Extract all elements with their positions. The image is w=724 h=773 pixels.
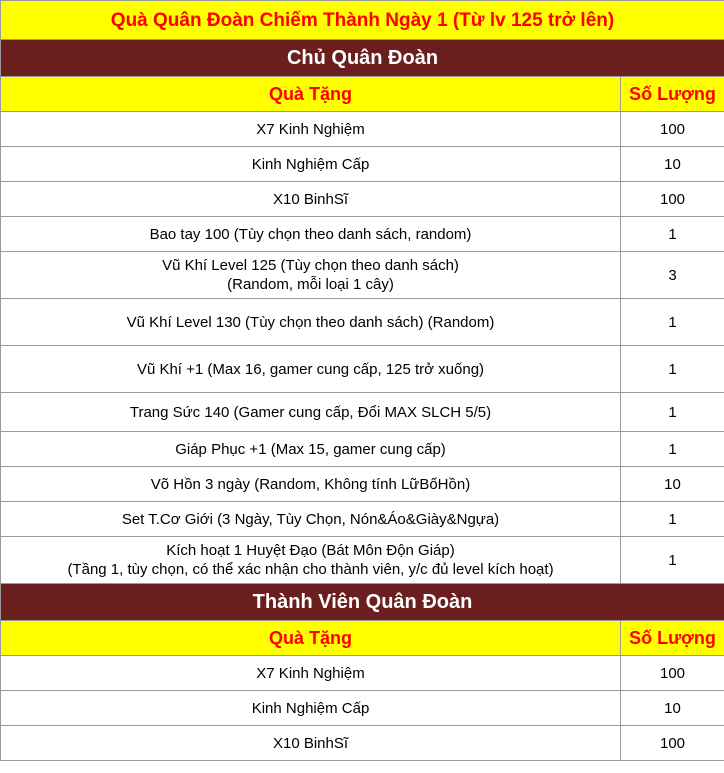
gift-cell: X10 BinhSĩ bbox=[1, 726, 621, 761]
table-row bbox=[1, 112, 724, 147]
qty-cell: 1 bbox=[621, 432, 724, 467]
title-row bbox=[1, 1, 724, 40]
section-title: Thành Viên Quân Đoàn bbox=[1, 584, 724, 621]
gift-line: Vũ Khí Level 125 (Tùy chọn theo danh sách) bbox=[162, 257, 459, 274]
table-row bbox=[1, 726, 724, 761]
qty-cell: 1 bbox=[621, 537, 724, 584]
gift-line: (Tầng 1, tùy chọn, có thể xác nhận cho thành viên, y/c đủ level kích hoạt) bbox=[67, 561, 554, 578]
section-row bbox=[1, 584, 724, 621]
gift-cell: X10 BinhSĩ bbox=[1, 182, 621, 217]
qty-cell: 1 bbox=[621, 393, 724, 432]
gift-cell bbox=[1, 252, 621, 299]
qty-cell: 1 bbox=[621, 502, 724, 537]
gift-cell: Võ Hồn 3 ngày (Random, Không tính LữBốHồn) bbox=[1, 467, 621, 502]
gift-cell: Trang Sức 140 (Gamer cung cấp, Đổi MAX SLCH 5/5) bbox=[1, 393, 621, 432]
table-header-row bbox=[1, 621, 724, 656]
gift-cell: Kinh Nghiệm Cấp bbox=[1, 691, 621, 726]
table-header-row bbox=[1, 77, 724, 112]
qty-cell: 100 bbox=[621, 112, 724, 147]
gift-cell bbox=[1, 537, 621, 584]
page-title: Quà Quân Đoàn Chiếm Thành Ngày 1 (Từ lv 125 trở lên) bbox=[1, 1, 724, 40]
qty-cell: 3 bbox=[621, 252, 724, 299]
column-header-gift: Quà Tặng bbox=[1, 621, 621, 656]
table-row bbox=[1, 299, 724, 346]
table-row bbox=[1, 147, 724, 182]
column-header-qty: Số Lượng bbox=[621, 77, 724, 112]
table-row bbox=[1, 432, 724, 467]
table-row bbox=[1, 502, 724, 537]
gift-cell: Vũ Khí Level 130 (Tùy chọn theo danh sách) (Random) bbox=[1, 299, 621, 346]
qty-cell: 10 bbox=[621, 691, 724, 726]
table-row bbox=[1, 691, 724, 726]
gift-cell: X7 Kinh Nghiệm bbox=[1, 112, 621, 147]
section-row bbox=[1, 40, 724, 77]
gift-cell: Vũ Khí +1 (Max 16, gamer cung cấp, 125 trở xuống) bbox=[1, 346, 621, 393]
qty-cell: 1 bbox=[621, 346, 724, 393]
table-row bbox=[1, 537, 724, 584]
column-header-gift: Quà Tặng bbox=[1, 77, 621, 112]
table-row bbox=[1, 393, 724, 432]
gift-cell: Giáp Phục +1 (Max 15, gamer cung cấp) bbox=[1, 432, 621, 467]
table-row bbox=[1, 656, 724, 691]
table-row bbox=[1, 182, 724, 217]
section-title: Chủ Quân Đoàn bbox=[1, 40, 724, 77]
qty-cell: 100 bbox=[621, 726, 724, 761]
qty-cell: 1 bbox=[621, 299, 724, 346]
qty-cell: 100 bbox=[621, 182, 724, 217]
gift-line: Kích hoạt 1 Huyệt Đạo (Bát Môn Độn Giáp) bbox=[166, 542, 455, 559]
qty-cell: 10 bbox=[621, 147, 724, 182]
gift-cell: Bao tay 100 (Tùy chọn theo danh sách, random) bbox=[1, 217, 621, 252]
gift-cell: Set T.Cơ Giới (3 Ngày, Tùy Chọn, Nón&Áo&Giày&Ngựa) bbox=[1, 502, 621, 537]
gift-cell: X7 Kinh Nghiệm bbox=[1, 656, 621, 691]
table-row bbox=[1, 346, 724, 393]
table-row bbox=[1, 467, 724, 502]
gift-line: (Random, mỗi loại 1 cây) bbox=[227, 276, 394, 293]
qty-cell: 100 bbox=[621, 656, 724, 691]
table-row bbox=[1, 252, 724, 299]
gift-cell: Kinh Nghiệm Cấp bbox=[1, 147, 621, 182]
column-header-qty: Số Lượng bbox=[621, 621, 724, 656]
qty-cell: 1 bbox=[621, 217, 724, 252]
table-row bbox=[1, 217, 724, 252]
qty-cell: 10 bbox=[621, 467, 724, 502]
